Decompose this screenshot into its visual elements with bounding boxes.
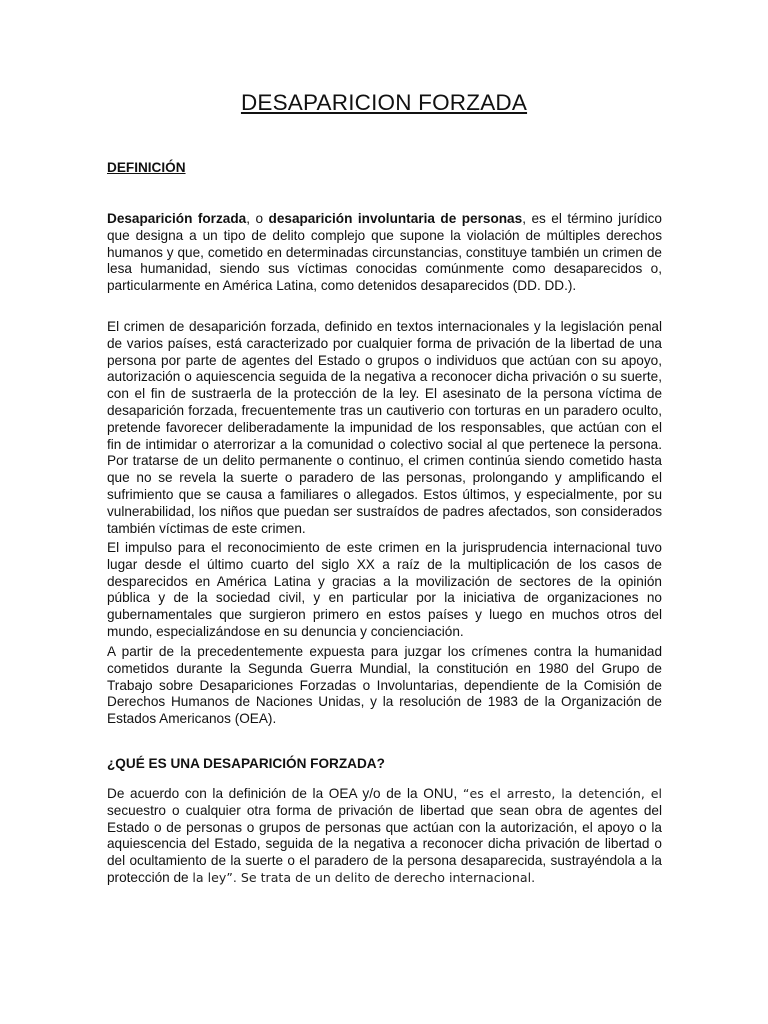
quote-start: “es el arresto, la detención, el [462, 786, 662, 801]
quote-end: la ley”. Se trata de un delito de derecho internacional. [192, 869, 536, 885]
term-desaparicion-involuntaria: desaparición involuntaria de personas [268, 211, 523, 226]
paragraph-crimen: El crimen de desaparición forzada, definido en textos internacionales y la legislación penal de varios países, está caracterizado por cualquier forma de privación de la libertad de una persona por parte de agentes del Estado o grupos o individuos que actúan con su apoyo, autorización o aquiescencia seguida de la negativa a reconocer dicha privación o su suerte, con el fin de sustraerla de la protección de la ley. El asesinato de la persona víctima de desaparición forzada, frecuentemente tras un cautiverio con torturas en un paradero oculto, pretende favorecer deliberadamente la impunidad de los responsables, que actúan con el fin de intimidar o aterrorizar a la comunidad o colectivo social al que pertenece la persona. Por tratarse de un delito permanente o continuo, el crimen continúa siendo cometido hasta que no se revela la suerte o paradero de las personas, prolongando y amplificando el sufrimiento que se causa a familiares o allegados. Estos últimos, y especialmente, por su vulnerabilidad, los niños que puedan ser sustraídos de padres afectados, son considerados también víctimas de este crimen. [107, 319, 662, 536]
term-desaparicion-forzada: Desaparición forzada [107, 211, 247, 226]
term-separator: , o [246, 211, 269, 226]
paragraph-impulso: El impulso para el reconocimiento de este crimen en la jurisprudencia internacional tuvo lugar desde el último cuarto del siglo XX a raíz de la multiplicación de los casos de desparecidos en América Latina y gracias a la movilización de sectores de la opinión pública y de la sociedad civil, y en particular por la iniciativa de organizaciones no gubernamentales que surgieron primero en estos países y luego en muchos otros del mundo, especializándose en su denuncia y concienciación. [107, 540, 662, 639]
paragraph-definition [107, 211, 662, 295]
quote-intro: De acuerdo con la definición de la OEA y/o de la ONU, [107, 786, 463, 801]
section-heading-definicion: DEFINICIÓN [107, 160, 186, 175]
quote-body: secuestro o cualquier otra forma de privación de libertad que sean obra de agentes del Estado o de personas o grupos de personas que actúan con la autorización, el apoyo o la aquiescencia del Estado, seguida de la negativa a reconocer dicha privación de libertad o del ocultamiento de la suerte o el paradero de la persona desaparecida, sustrayéndola a la protección de [107, 802, 662, 885]
section-heading-que-es: ¿QUÉ ES UNA DESAPARICIÓN FORZADA? [107, 756, 385, 771]
page-title: DESAPARICION FORZADA [240, 90, 528, 115]
paragraph-a-partir: A partir de la precedentemente expuesta para juzgar los crímenes contra la humanidad cometidos durante la Segunda Guerra Mundial, la constitución en 1980 del Grupo de Trabajo sobre Desapariciones Forzadas o Involuntarias, dependiente de la Comisión de Derechos Humanos de Naciones Unidas, y la resolución de 1983 de la Organización de Estados Americanos (OEA). [107, 644, 662, 727]
paragraph-oea-onu [107, 786, 662, 887]
definition-text: , es el término jurídico que designa a un tipo de delito complejo que supone la violación de múltiples derechos humanos y que, cometido en determinadas circunstancias, constituye también un crimen de lesa humanidad, siendo sus víctimas conocidas comúnmente como desaparecidos o, particularmente en América Latina, como detenidos desaparecidos (DD. DD.). [107, 211, 662, 294]
